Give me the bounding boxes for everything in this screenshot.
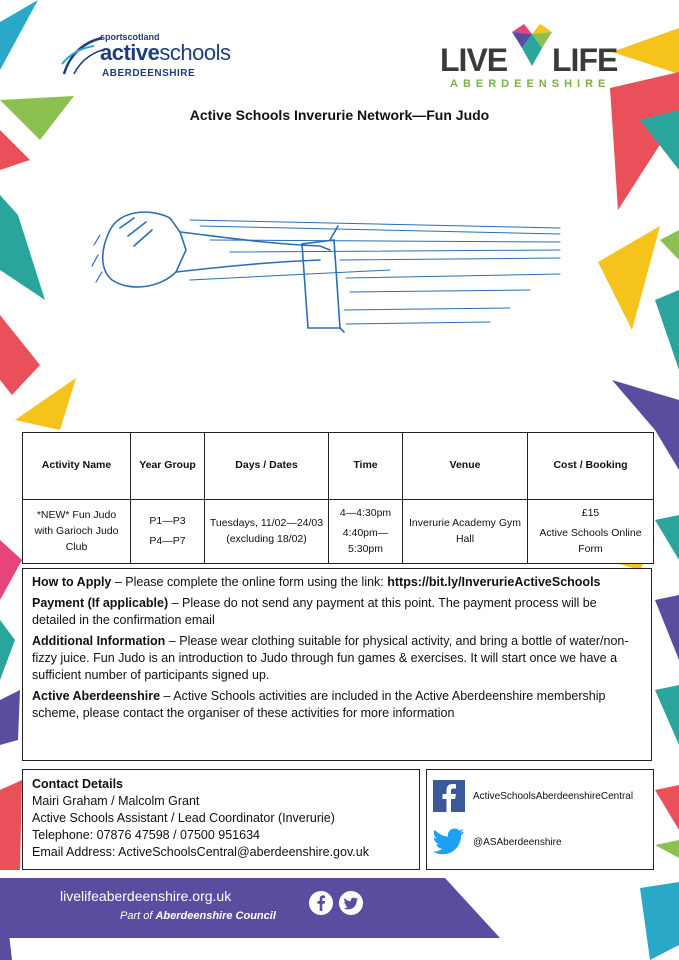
contact-telephone: Telephone: 07876 47598 / 07500 951634 [32, 828, 260, 842]
shape-teal-right3 [655, 515, 679, 560]
judo-arm-illustration [90, 200, 570, 340]
footer-website[interactable]: livelifeaberdeenshire.org.uk [60, 888, 232, 904]
logo-schools-word: schools [159, 40, 231, 65]
time-slot-1: 4—4:30pm [339, 507, 392, 519]
shape-green-right [660, 230, 679, 260]
shape-yellow-left [15, 378, 76, 430]
how-to-apply-text: – Please complete the online form using the link: [111, 575, 388, 589]
how-to-apply-paragraph [32, 574, 642, 591]
payment-text: – Please do not send any payment at this point. The payment process will be detailed in the confirmation email [32, 596, 597, 627]
cell-venue: Inverurie Academy Gym Hall [403, 500, 528, 564]
logo-aberdeenshire-text: ABERDEENSHIRE [102, 68, 196, 79]
how-to-apply-label: How to Apply [32, 575, 112, 589]
shape-red-left3 [0, 780, 22, 870]
year-group-2: P4—P7 [149, 534, 186, 547]
shape-red-right2 [655, 785, 679, 830]
twitter-row[interactable] [433, 828, 562, 856]
contact-email: Email Address: ActiveSchoolsCentral@aberdeenshire.gov.uk [32, 845, 369, 859]
active-aberdeenshire-paragraph [32, 688, 642, 722]
cell-year-group [131, 500, 205, 564]
facebook-handle: ActiveSchoolsAberdeenshireCentral [473, 790, 634, 802]
information-box [22, 568, 652, 761]
table-header-row [23, 433, 654, 500]
shape-red-left2 [0, 315, 40, 395]
cost-value: £15 [581, 507, 600, 519]
shape-purple-left [0, 690, 20, 745]
header-year-group: Year Group [131, 433, 205, 500]
table-row [23, 500, 654, 564]
footer-council-name: Aberdeenshire Council [155, 910, 276, 922]
contact-heading: Contact Details [32, 777, 123, 791]
payment-label: Payment (If applicable) [32, 596, 169, 610]
facebook-row[interactable] [433, 780, 633, 812]
heart-logo-icon [510, 22, 554, 70]
logo-aberdeenshire-sub: ABERDEENSHIRE [450, 78, 611, 90]
shape-teal-right4 [655, 685, 679, 745]
cell-days-dates: Tuesdays, 11/02—24/03 (excluding 18/02) [205, 500, 329, 564]
contact-names: Mairi Graham / Malcolm Grant [32, 794, 200, 808]
facebook-icon [433, 780, 465, 812]
footer-part-of-text: Part of [120, 910, 156, 922]
additional-info-text: – Please wear clothing suitable for physical activity, and bring a bottle of water/non-fizzy juice. Fun Judo is an introduction to Judo through fun games & exercises. It will start once we have a sufficient number of participants signed up. [32, 634, 629, 682]
apply-link[interactable]: https://bit.ly/InverurieActiveSchools [387, 575, 601, 589]
shape-teal-right2 [655, 290, 679, 370]
shape-yellow-topright [612, 28, 679, 74]
shape-yellow-right [598, 226, 660, 330]
footer-facebook-icon[interactable] [309, 891, 333, 915]
active-aberdeenshire-label: Active Aberdeenshire [32, 689, 161, 703]
footer-part-of [120, 910, 276, 922]
twitter-icon [433, 828, 465, 856]
shape-teal-left2 [0, 620, 15, 680]
header-time: Time [329, 433, 403, 500]
shape-red-left1 [0, 130, 30, 170]
swoosh-icon [60, 34, 104, 78]
twitter-handle: @ASAberdeenshire [473, 836, 562, 848]
shape-pink-left [0, 540, 22, 600]
year-group-1: P1—P3 [149, 514, 186, 527]
booking-method: Active Schools Online Form [539, 526, 642, 555]
live-life-logo [440, 22, 618, 92]
cell-time [329, 500, 403, 564]
shape-purple-right2 [655, 595, 679, 660]
shape-cyan-topleft [0, 0, 38, 70]
header-cost-booking: Cost / Booking [528, 433, 654, 500]
cell-cost-booking [528, 500, 654, 564]
contact-details-box [22, 769, 420, 870]
payment-paragraph [32, 595, 642, 629]
active-schools-logo [60, 28, 240, 88]
footer-twitter-icon[interactable] [339, 891, 363, 915]
cell-activity-name: *NEW* Fun Judo with Garioch Judo Club [23, 500, 131, 564]
header-days-dates: Days / Dates [205, 433, 329, 500]
page-title: Active Schools Inverurie Network—Fun Judo [189, 107, 490, 123]
logo-sportscotland-text: sportscotland [100, 32, 160, 42]
logo-activeschools-text [100, 40, 230, 66]
time-slot-2: 4:40pm—5:30pm [342, 526, 389, 555]
activity-table [22, 432, 654, 564]
additional-info-label: Additional Information [32, 634, 166, 648]
logo-live-word: LIVE [440, 42, 508, 78]
contact-roles: Active Schools Assistant / Lead Coordinator (Inverurie) [32, 811, 335, 825]
additional-info-paragraph [32, 633, 642, 684]
header-venue: Venue [403, 433, 528, 500]
logo-active-word: active [100, 40, 160, 65]
logo-life-word: LIFE [552, 42, 618, 78]
shape-teal-left [0, 195, 45, 300]
active-aberdeenshire-text: – Active Schools activities are included in the Active Aberdeenshire membership scheme, please contact the organiser of these activities for more information [32, 689, 606, 720]
social-media-box [426, 769, 654, 870]
shape-green-right2 [655, 840, 679, 858]
header-activity-name: Activity Name [23, 433, 131, 500]
